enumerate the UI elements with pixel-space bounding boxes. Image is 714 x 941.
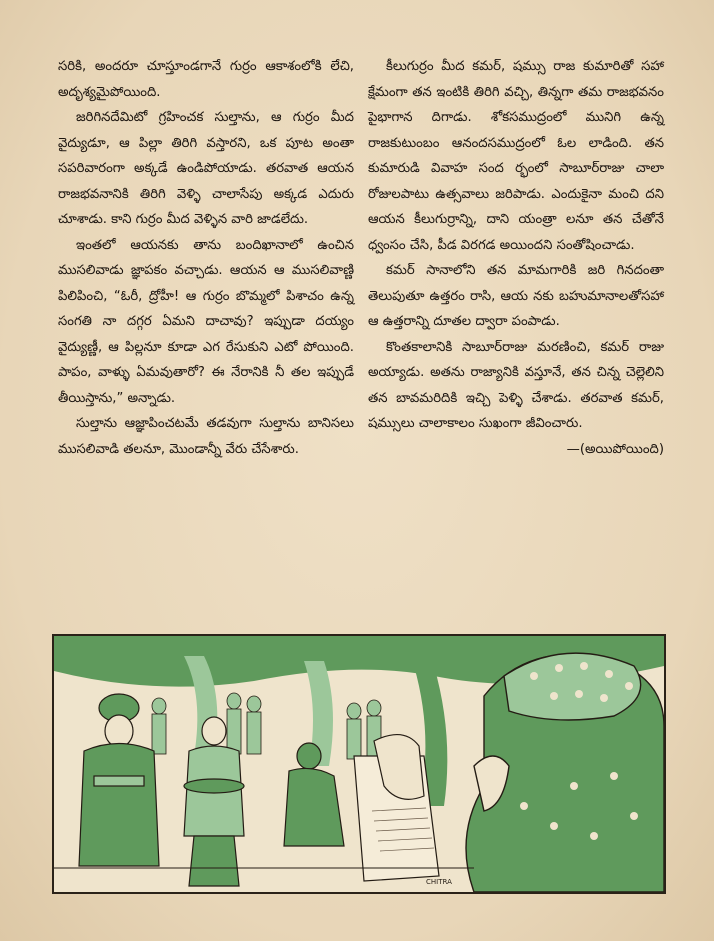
paragraph: ఇంతలో ఆయనకు తాను బందిఖానాలో ఉంచిన ముసలివాడు జ్ఞాపకం వచ్చాడు. ఆయన ఆ ముసలివాణ్ణి పిలిపించి, “ఓరీ, ద్రోహీ! ఆ గుర్రం బొమ్మలో పిశాచం ఉన్న సంగతి నా దగ్గర ఏమని దాచావు? ఇప్పుడా దయ్యం వైద్యుణ్ణీ, ఆ పిల్లనూ కూడా ఎగ రేసుకుని ఎటో పోయింది. పాపం, వాళ్ళు ఏమవుతారో? ఈ నేరానికి నీ తల ఇప్పుడే తీయిస్తాను,” అన్నాడు. xyxy=(58,237,354,406)
left-text-column xyxy=(58,54,354,462)
paragraph: కీలుగుర్రం మీద కమర్, షమ్సు రాజ కుమారితో సహా క్షేమంగా తన ఇంటికి తిరిగి వచ్చి, తిన్నగా తమ రాజభవనం పైభాగాన దిగాడు. శోకసముద్రంలో మునిగి ఉన్న రాజకుటుంబం ఆనందసముద్రంలో ఓల లాడింది. తన కుమారుడి వివాహ సంద ర్భంలో సాబూర్‌రాజు చాలా రోజులపాటు ఉత్సవాలు జరిపాడు. ఎందుకైనా మంచి దని ఆయన కీలుగుర్రాన్ని, దాని యంత్రా లనూ తన చేతోనే ధ్వంసం చేసి, పీడ విరగడ అయిందని సంతోషించాడు. xyxy=(368,59,664,253)
paragraph: కొంతకాలానికి సాబూర్‌రాజు మరణించి, కమర్ రాజు అయ్యాడు. అతను రాజ్యానికి వస్తూనే, తన చిన్న చెల్లెలిని తన బావమరిదికి ఇచ్చి పెళ్ళి చేశాడు. తరవాత కమర్, షమ్సులు చాలాకాలం సుఖంగా జీవించారు. xyxy=(368,339,664,431)
turbaned-man-figure xyxy=(466,653,664,892)
story-end-mark: —(అయిపోయింది) xyxy=(566,441,664,457)
paragraph: సుల్తాను ఆజ్ఞాపించటమే తడవుగా సుల్తాను బానిసలు ముసలివాడి తలనూ, మొండాన్నీ వేరు చేసేశారు. xyxy=(58,416,354,457)
paragraph: జరిగినదేమిటో గ్రహించక సుల్తాను, ఆ గుర్రం మీద వైద్యుడూ, ఆ పిల్లా తిరిగి వస్తారని, ఒక పూట అంతా సపరివారంగా అక్కడే ఉండిపోయాడు. తరవాత ఆయన రాజభవనానికి తిరిగి వెళ్ళి చాలాసేపు అక్కడ ఎదురు చూశాడు. కాని గుర్రం మీద వెళ్ళిన వారి జాడలేదు. xyxy=(58,110,354,227)
right-text-column xyxy=(368,54,664,462)
paragraph: కమర్ సానాలోని తన మామగారికి జరి గినదంతా తెలుపుతూ ఉత్తరం రాసి, ఆయ నకు బహుమానాలతోసహా ఆ ఉత్తరాన్ని దూతల ద్వారా పంపాడు. xyxy=(368,263,664,329)
artist-signature: CHITRA xyxy=(426,878,452,886)
story-illustration xyxy=(52,634,666,894)
palace-scene-drawing xyxy=(54,636,664,892)
paragraph: సరికి, అందరూ చూస్తూండగానే గుర్రం ఆకాశంలోకి లేచి, అదృశ్యమైపోయింది. xyxy=(58,59,354,100)
